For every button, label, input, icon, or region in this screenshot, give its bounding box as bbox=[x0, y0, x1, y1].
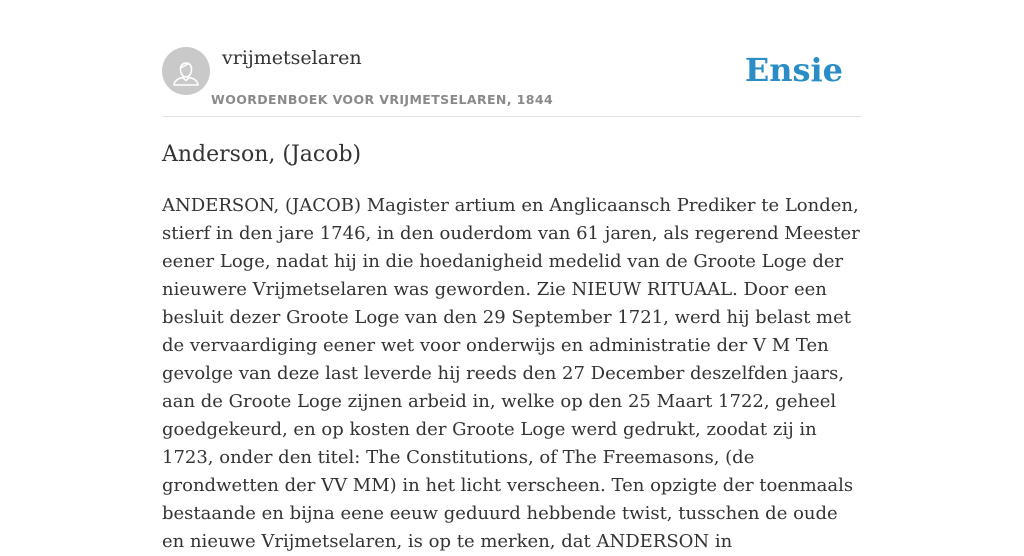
article-body: ANDERSON, (JACOB) Magister artium en Anglicaansch Prediker te Londen, stierf in den jare 1746, in den ouderdom van 61 jaren, als regerend Meester eener Loge, nadat hij in die hoedanigheid medelid van de Groote Loge der nieuwere Vrijmetselaren was geworden. Zie NIEUW RITUAAL. Door een besluit dezer Groote Loge van den 29 September 1721, werd hij belast met de vervaardiging eener wet voor onderwijs en administratie der V M Ten gevolge van deze last leverde hij reeds den 27 December deszelfden jaars, aan de Groote Loge zijnen arbeid in, welke op den 25 Maart 1722, geheel goedgekeurd, en op kosten der Groote Loge werd gedrukt, zoodat zij in 1723, onder den titel: The Constitutions, of The Freemasons, (de grondwetten der VV MM) in het licht verscheen. Ten opzigte der toenmaals bestaande en bijna eene eeuw geduurd hebbende twist, tusschen de oude en nieuwe Vrijmetselaren, is op te merken, dat ANDERSON in bbox=[162, 195, 860, 552]
user-silhouette-icon bbox=[162, 47, 210, 95]
source-label[interactable]: WOORDENBOEK VOOR VRIJMETSELAREN, 1844 bbox=[211, 92, 554, 107]
header bbox=[162, 46, 862, 117]
author-link[interactable]: vrijmetselaren bbox=[222, 47, 362, 69]
avatar[interactable] bbox=[162, 47, 210, 95]
article-title: Anderson, (Jacob) bbox=[162, 142, 362, 167]
brand-logo[interactable]: Ensie bbox=[744, 51, 843, 89]
